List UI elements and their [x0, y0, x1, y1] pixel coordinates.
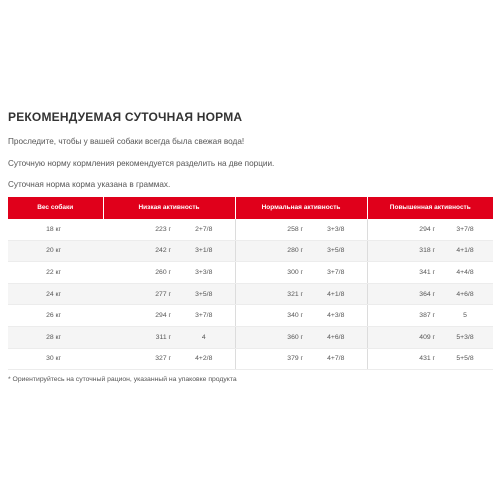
cell-low-p: 2+7/8 — [173, 219, 235, 240]
cell-high-g: 364 г — [367, 283, 437, 305]
cell-normal-p: 3+3/8 — [305, 219, 367, 240]
header-weight: Вес собаки — [8, 197, 103, 219]
cell-weight: 24 кг — [8, 283, 103, 305]
table-row — [8, 283, 493, 305]
cell-low-p: 3+3/8 — [173, 262, 235, 284]
cell-low-p: 3+1/8 — [173, 240, 235, 262]
water-note: Проследите, чтобы у вашей собаки всегда была свежая вода! — [8, 137, 245, 146]
grams-note: Суточная норма корма указана в граммах. — [8, 180, 171, 189]
cell-weight: 28 кг — [8, 326, 103, 348]
cell-high-p: 4+4/8 — [437, 262, 493, 284]
cell-high-g: 318 г — [367, 240, 437, 262]
page-title: РЕКОМЕНДУЕМАЯ СУТОЧНАЯ НОРМА — [8, 110, 243, 124]
cell-normal-g: 340 г — [235, 305, 305, 327]
cell-high-p: 5+5/8 — [437, 348, 493, 370]
cell-high-p: 4+1/8 — [437, 240, 493, 262]
cell-high-g: 409 г — [367, 326, 437, 348]
cell-normal-g: 258 г — [235, 219, 305, 240]
cell-high-p: 4+6/8 — [437, 283, 493, 305]
cell-high-p: 5+3/8 — [437, 326, 493, 348]
cell-weight: 20 кг — [8, 240, 103, 262]
header-high-activity: Повышенная активность — [367, 197, 493, 219]
table-row — [8, 262, 493, 284]
table-row — [8, 219, 493, 240]
cell-low-g: 260 г — [103, 262, 173, 284]
cell-low-g: 294 г — [103, 305, 173, 327]
cell-low-g: 223 г — [103, 219, 173, 240]
table-row — [8, 326, 493, 348]
cell-normal-p: 4+7/8 — [305, 348, 367, 370]
cell-weight: 22 кг — [8, 262, 103, 284]
portions-note: Суточную норму кормления рекомендуется разделить на две порции. — [8, 159, 275, 168]
cell-low-g: 277 г — [103, 283, 173, 305]
cell-normal-g: 300 г — [235, 262, 305, 284]
cell-normal-g: 321 г — [235, 283, 305, 305]
cell-weight: 30 кг — [8, 348, 103, 370]
cell-low-p: 3+7/8 — [173, 305, 235, 327]
cell-low-g: 242 г — [103, 240, 173, 262]
footnote: * Ориентируйтесь на суточный рацион, указанный на упаковке продукта — [8, 376, 237, 383]
cell-weight: 18 кг — [8, 219, 103, 240]
cell-low-p: 4 — [173, 326, 235, 348]
cell-normal-p: 4+3/8 — [305, 305, 367, 327]
cell-high-g: 431 г — [367, 348, 437, 370]
cell-high-g: 341 г — [367, 262, 437, 284]
table-row — [8, 305, 493, 327]
table-header-row — [8, 197, 493, 219]
cell-low-g: 327 г — [103, 348, 173, 370]
table-row — [8, 240, 493, 262]
feeding-table — [8, 197, 493, 370]
cell-low-p: 4+2/8 — [173, 348, 235, 370]
header-normal-activity: Нормальная активность — [235, 197, 367, 219]
cell-normal-g: 379 г — [235, 348, 305, 370]
cell-high-p: 5 — [437, 305, 493, 327]
cell-normal-p: 4+1/8 — [305, 283, 367, 305]
cell-high-g: 294 г — [367, 219, 437, 240]
cell-normal-g: 360 г — [235, 326, 305, 348]
cell-normal-p: 3+5/8 — [305, 240, 367, 262]
cell-low-g: 311 г — [103, 326, 173, 348]
cell-high-g: 387 г — [367, 305, 437, 327]
cell-normal-p: 3+7/8 — [305, 262, 367, 284]
table-row — [8, 348, 493, 370]
cell-normal-g: 280 г — [235, 240, 305, 262]
cell-low-p: 3+5/8 — [173, 283, 235, 305]
cell-high-p: 3+7/8 — [437, 219, 493, 240]
header-low-activity: Низкая активность — [103, 197, 235, 219]
cell-normal-p: 4+6/8 — [305, 326, 367, 348]
cell-weight: 26 кг — [8, 305, 103, 327]
